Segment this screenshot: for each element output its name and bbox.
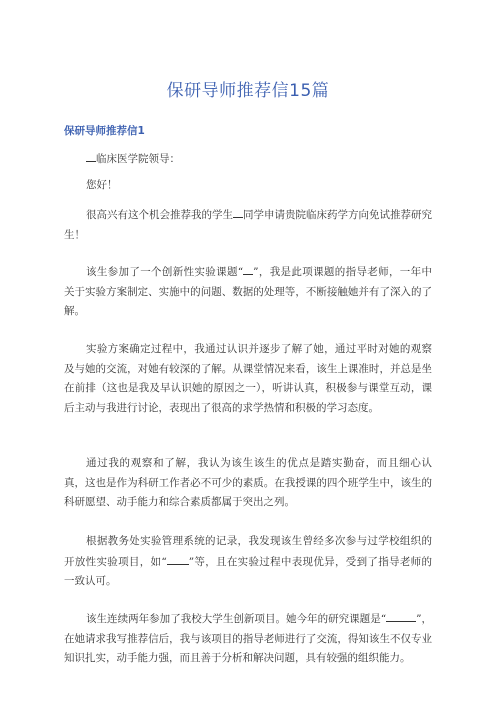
- paragraph-6: [64, 609, 432, 669]
- paragraph-2: [64, 262, 432, 322]
- paragraph-1-text-a: 很高兴有这个机会推荐我的学生: [86, 209, 233, 221]
- salutation-text: 临床医学院领导：: [96, 153, 180, 165]
- blank-line: [243, 262, 253, 275]
- paragraph-5: [64, 532, 432, 592]
- paragraph-3: [64, 340, 432, 418]
- paragraph-2-text-a: 该生参加了一个创新性实验课题“: [86, 266, 244, 278]
- paragraph-6-text-b: ”，在她请求我写推荐信后，我与该项目的指导老师进行了交流，得知该生不仅专业知识扎实，动手能力强，而且善于分析和解决问题，具有较强的组织能力。: [64, 613, 432, 664]
- blank-line: [167, 552, 189, 565]
- paragraph-4: [64, 454, 432, 513]
- paragraph-3-text: 实验方案确定过程中，我通过认识并逐步了解了她，通过平时对她的观察及与她的交流，对她有较深的了解。从课堂情况来看，该生上课准时，并总是坐在前排（这也是我及早认识她的原因之一），听讲认真，积极参与课堂互动，课后主动与我进行讨论，表现出了很高的求学热情和积极的学习态度。: [64, 343, 432, 414]
- paragraph-6-text-a: 该生连续两年参加了我校大学生创新项目。她今年的研究课题是“: [86, 613, 387, 625]
- blank-line: [233, 205, 243, 218]
- paragraph-5-text-a: 根据教务处实验管理系统的记录，我发现该生曾经多次参与过学校组织的开放性实验项目，如“: [64, 535, 432, 568]
- paragraph-4-text: 通过我的观察和了解，我认为该生该生的优点是踏实勤奋，而且细心认真，这也是作为科研工作者必不可少的素质。在我授课的四个班学生中，该生的科研愿望、动手能力和综合素质都属于突出之列。: [64, 457, 432, 508]
- letter-heading: 保研导师推荐信1: [64, 125, 145, 137]
- document-title: 保研导师推荐信15篇: [166, 81, 330, 101]
- greeting: [64, 176, 432, 196]
- paragraph-2-text-b: ”，我是此项课题的指导老师，一年中关于实验方案制定、实施中的问题、数据的处理等，不断接触她并有了深入的了解。: [64, 266, 432, 317]
- paragraph-5-text-b: ”等，且在实验过程中表现优异，受到了指导老师的一致认可。: [64, 555, 432, 587]
- blank-line: [386, 609, 416, 622]
- paragraph-1: [64, 205, 432, 245]
- paragraph-1-text-b: 同学申请贵院临床药学方向免试推荐研究生！: [64, 209, 432, 241]
- blank-line: [86, 149, 96, 162]
- salutation: [64, 149, 432, 170]
- greeting-text: 您好！: [86, 179, 118, 191]
